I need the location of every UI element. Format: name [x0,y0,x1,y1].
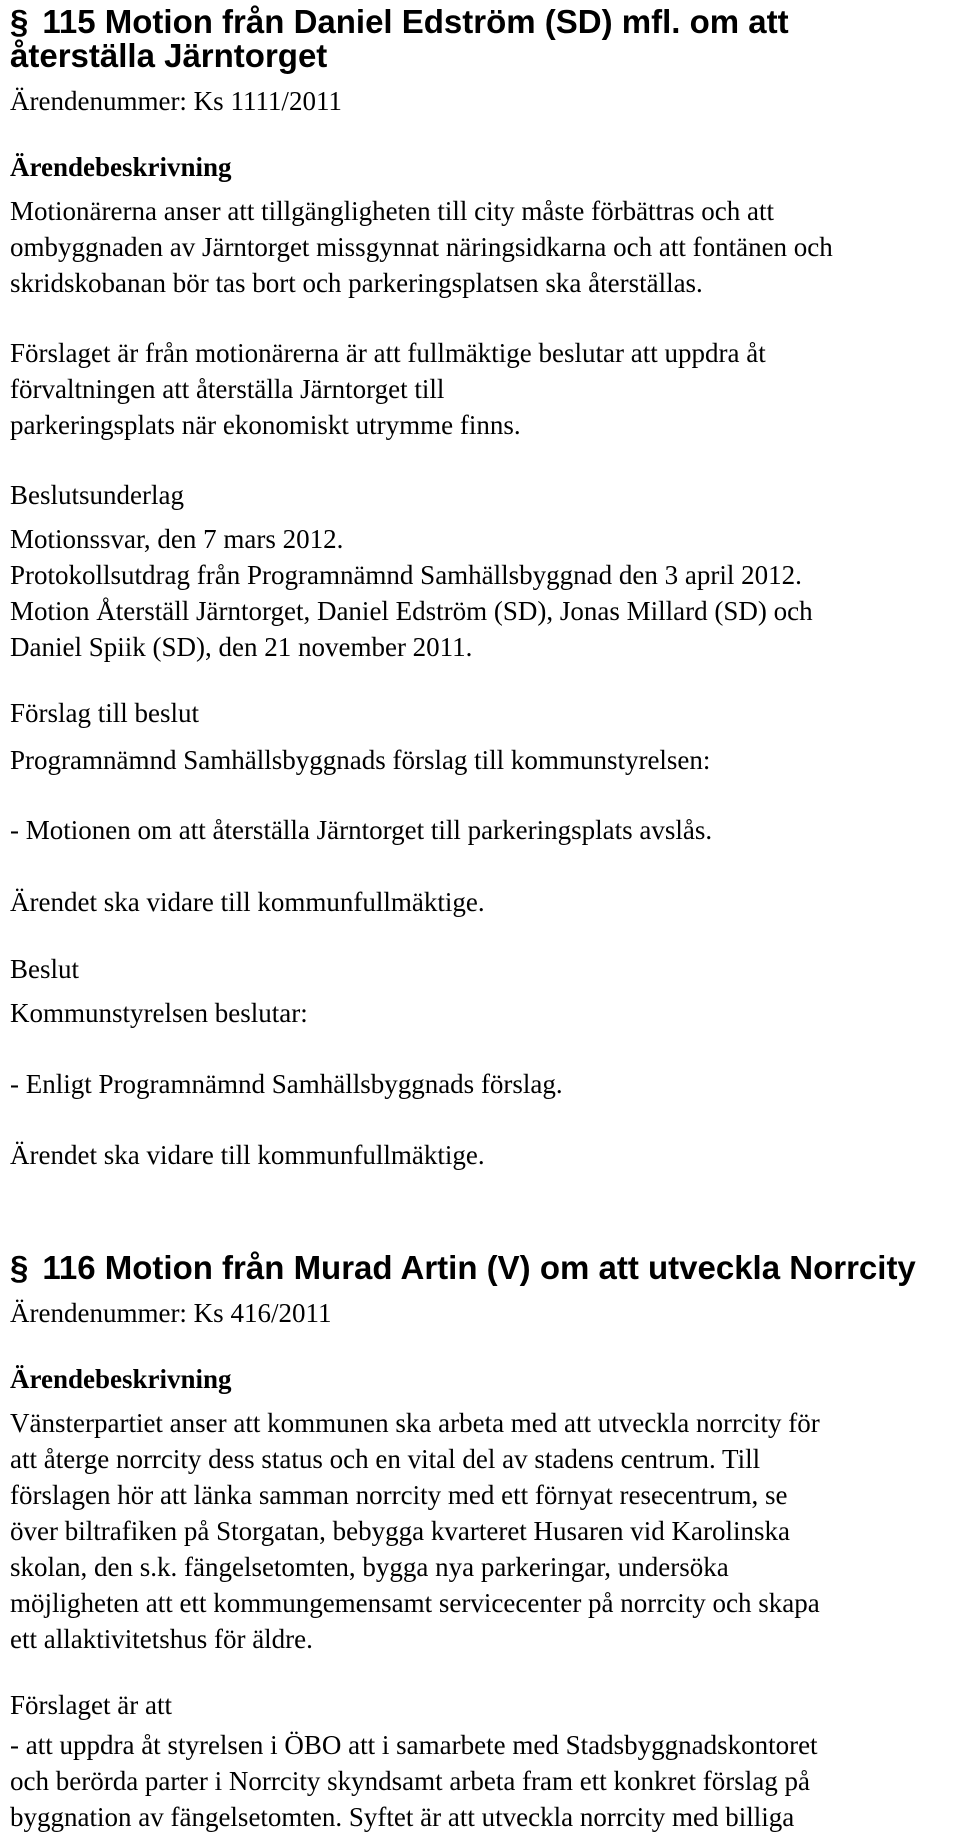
item-115-basis-line: Protokollsutdrag från Programnämnd Samhällsbyggnad den 3 april 2012. [10,560,802,590]
item-115-proposal-line: Förslaget är från motionärerna är att fullmäktige beslutar att uppdra åt [10,338,766,368]
item-115-proposal-line: förvaltningen att återställa Järntorget till [10,374,445,404]
item-116-title-text: 116 Motion från Murad Artin (V) om att utveckla Norrcity [42,1249,916,1286]
item-116-description-line: förslagen hör att länka samman norrcity med ett förnyat resecentrum, se [10,1480,788,1510]
item-115-decision-forward: Ärendet ska vidare till kommunfullmäktige. [10,1140,485,1170]
section-symbol: § [10,1249,29,1286]
item-116-proposal-line: och berörda parter i Norrcity skyndsamt arbeta fram ett konkret förslag på [10,1766,810,1796]
item-115-description-line: skridskobanan bör tas bort och parkeringsplatsen ska återställas. [10,268,703,298]
item-115-proposal-line: parkeringsplats när ekonomiskt utrymme finns. [10,410,521,440]
item-115-basis-line: Motionssvar, den 7 mars 2012. [10,524,344,554]
item-115-recommendation-intro: Programnämnd Samhällsbyggnads förslag till kommunstyrelsen: [10,745,711,775]
item-116-description-heading: Ärendebeskrivning [10,1364,232,1394]
item-115-description-line: ombyggnaden av Järntorget missgynnat näringsidkarna och att fontänen och [10,232,833,262]
item-116-description-line: ett allaktivitetshus för äldre. [10,1624,313,1654]
item-115-recommendation-point: - Motionen om att återställa Järntorget till parkeringsplats avslås. [10,815,713,845]
section-symbol: § [10,3,29,40]
item-115-decision-heading: Beslut [10,954,80,984]
item-116-proposal-line: byggnation av fängelsetomten. Syftet är att utveckla norrcity med billiga [10,1802,795,1832]
item-116-description-line: Vänsterpartiet anser att kommunen ska arbeta med att utveckla norrcity för [10,1408,820,1438]
item-115-title-line2: återställa Järntorget [10,37,328,74]
item-116-description-line: att återge norrcity dess status och en vital del av stadens centrum. Till [10,1444,761,1474]
item-115-recommendation-heading: Förslag till beslut [10,698,199,728]
item-115-basis-heading: Beslutsunderlag [10,480,184,510]
item-115-title-line1: 115 Motion från Daniel Edström (SD) mfl. om att [42,3,789,40]
item-116-proposal-line: - att uppdra åt styrelsen i ÖBO att i samarbete med Stadsbyggnadskontoret [10,1730,818,1760]
item-116-title [10,1248,916,1287]
item-115-recommendation-forward: Ärendet ska vidare till kommunfullmäktige. [10,887,485,917]
item-116-description-line: möjligheten att ett kommungemensamt servicecenter på norrcity och skapa [10,1588,820,1618]
item-115-basis-line: Daniel Spiik (SD), den 21 november 2011. [10,632,473,662]
item-116-proposal-heading: Förslaget är att [10,1690,172,1720]
item-116-description-line: skolan, den s.k. fängelsetomten, bygga nya parkeringar, undersöka [10,1552,729,1582]
item-115-basis-line: Motion Återställ Järntorget, Daniel Edström (SD), Jonas Millard (SD) och [10,596,813,626]
item-115-description-heading: Ärendebeskrivning [10,152,232,182]
item-116-description-line: över biltrafiken på Storgatan, bebygga kvarteret Husaren vid Karolinska [10,1516,790,1546]
item-115-decision-intro: Kommunstyrelsen beslutar: [10,998,308,1028]
item-115-decision-point: - Enligt Programnämnd Samhällsbyggnads förslag. [10,1069,563,1099]
item-115-case-number: Ärendenummer: Ks 1111/2011 [10,86,342,116]
item-115-description-line: Motionärerna anser att tillgängligheten till city måste förbättras och att [10,196,775,226]
item-116-case-number: Ärendenummer: Ks 416/2011 [10,1298,332,1328]
